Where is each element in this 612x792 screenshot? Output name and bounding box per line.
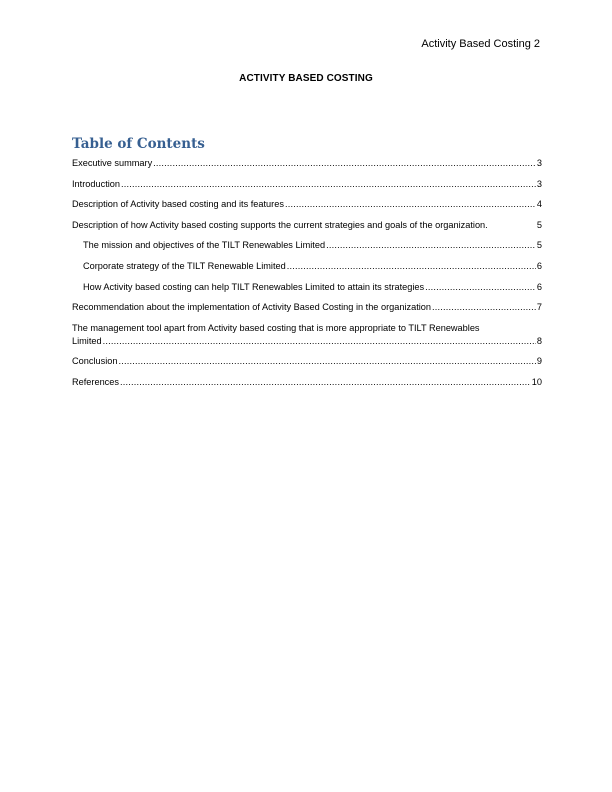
toc-entry-text: Corporate strategy of the TILT Renewable Limited [83,260,286,271]
toc-entry-page: 6 [536,260,542,271]
running-header: Activity Based Costing 2 [421,38,540,50]
toc-entry-text: References [72,376,119,387]
toc-subentry[interactable] [72,239,542,252]
toc-entry[interactable] [72,322,542,348]
toc-entry[interactable] [72,355,542,368]
toc-entry-text: The management tool apart from Activity based costing that is more appropriate to TILT Renewables [72,322,480,333]
toc-entry-text-continued: Limited [72,335,102,346]
toc-entry[interactable] [72,219,542,232]
toc-entry[interactable] [72,376,542,389]
toc-entry-page: 5 [536,219,542,230]
table-of-contents [72,157,542,396]
toc-entry-page: 6 [536,281,542,292]
dot-leader [287,260,536,273]
toc-entry-page: 3 [536,158,542,168]
dot-leader [326,239,536,252]
toc-subentry[interactable] [72,281,542,294]
dot-leader [285,198,536,211]
dot-leader [432,301,536,314]
toc-entry-text: The mission and objectives of the TILT Renewables Limited [83,240,326,251]
toc-entry-text: Recommendation about the implementation of Activity Based Costing in the organization [72,302,432,313]
dot-leader [153,157,536,170]
toc-entry-text: Conclusion [72,356,118,367]
dot-leader [121,178,536,191]
toc-entry[interactable] [72,198,542,211]
toc-entry-text: Executive summary [72,158,153,168]
toc-entry[interactable] [72,301,542,314]
toc-entry-text: Introduction [72,178,121,189]
document-title: ACTIVITY BASED COSTING [239,73,373,84]
toc-entry-page: 9 [536,356,542,367]
dot-leader [118,355,535,368]
dot-leader [425,281,536,294]
toc-entry-page: 7 [536,302,542,313]
toc-entry-page: 10 [531,376,542,387]
toc-subentry[interactable] [72,260,542,273]
dot-leader [103,335,536,348]
toc-heading: Table of Contents [72,136,205,152]
toc-entry[interactable] [72,157,542,170]
toc-entry[interactable] [72,178,542,191]
toc-entry-text: Description of how Activity based costing supports the current strategies and goals of the organization. [72,219,488,230]
toc-entry-page: 5 [536,240,542,251]
toc-entry-page: 8 [536,335,542,346]
dot-leader [120,376,531,389]
toc-entry-text: Description of Activity based costing and its features [72,199,284,210]
toc-entry-page: 3 [536,178,542,189]
toc-entry-page: 4 [536,199,542,210]
toc-entry-text: How Activity based costing can help TILT Renewables Limited to attain its strategies [83,281,425,292]
